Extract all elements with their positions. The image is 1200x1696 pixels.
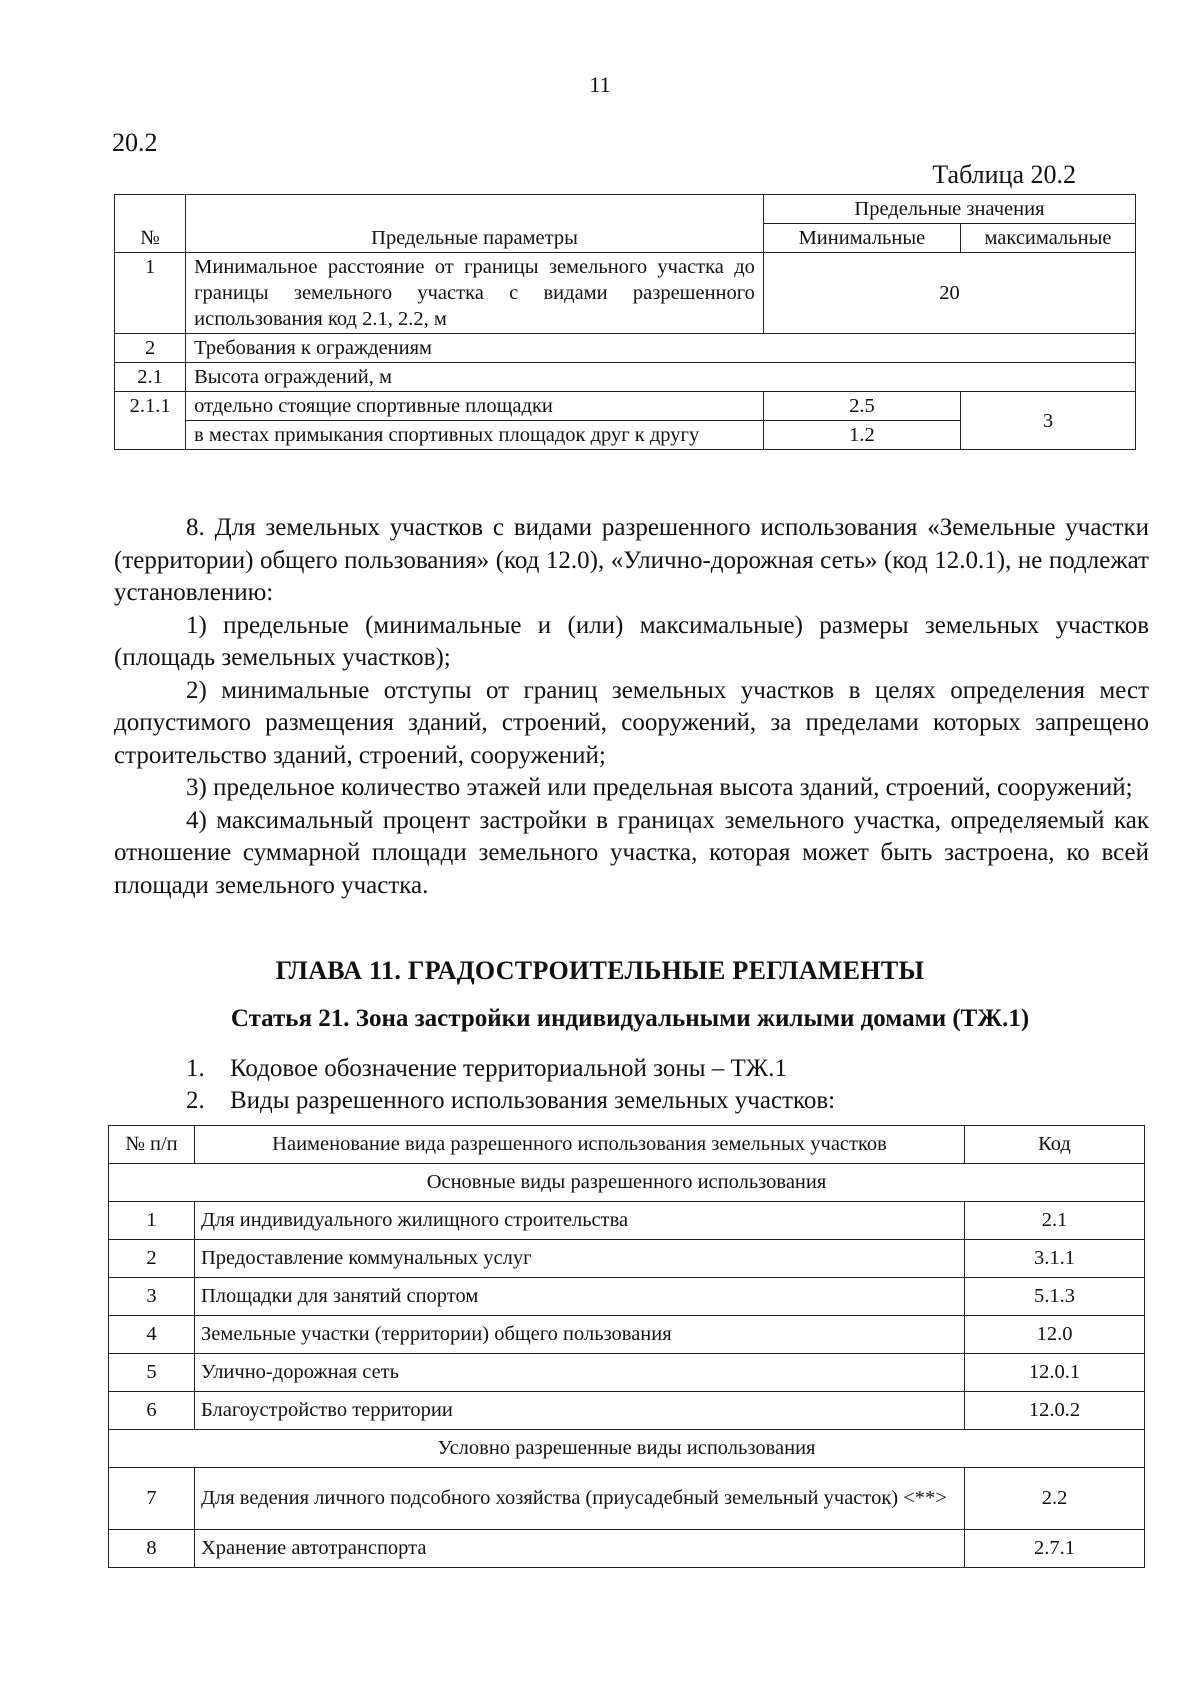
header-num: №	[115, 195, 186, 253]
table-row	[109, 1316, 1145, 1354]
row-max: 3	[960, 392, 1135, 450]
row-num: 2	[115, 334, 186, 363]
section-conditional: Условно разрешенные виды использования	[109, 1430, 1145, 1468]
row-name: Благоустройство территории	[195, 1392, 965, 1430]
row-num: 1	[109, 1202, 195, 1240]
row-num: 3	[109, 1278, 195, 1316]
header-min: Минимальные	[763, 224, 960, 253]
row-code: 12.0.2	[965, 1392, 1145, 1430]
limits-table	[114, 194, 1136, 450]
page-number: 11	[589, 72, 611, 97]
table-row	[109, 1278, 1145, 1316]
article-title: Статья 21. Зона застройки индивидуальными жилыми домами (ТЖ.1)	[230, 1005, 1030, 1032]
header-name: Наименование вида разрешенного использования земельных участков	[195, 1126, 965, 1164]
row-name: Хранение автотранспорта	[195, 1530, 965, 1568]
row-name: Улично-дорожная сеть	[195, 1354, 965, 1392]
row-num: 7	[109, 1468, 195, 1530]
row-min: 2.5	[763, 392, 960, 421]
body-text	[114, 512, 1149, 902]
row-value: 20	[763, 253, 1135, 334]
row-name: Для ведения личного подсобного хозяйства (приусадебный земельный участок) <**>	[195, 1468, 965, 1530]
row-num: 8	[109, 1530, 195, 1568]
header-code: Код	[965, 1126, 1145, 1164]
chapter-title: ГЛАВА 11. ГРАДОСТРОИТЕЛЬНЫЕ РЕГЛАМЕНТЫ	[275, 956, 925, 985]
row-name: Площадки для занятий спортом	[195, 1278, 965, 1316]
row-num: 6	[109, 1392, 195, 1430]
list-item	[186, 1055, 787, 1083]
row-code: 2.7.1	[965, 1530, 1145, 1568]
row-name: Для индивидуального жилищного строительства	[195, 1202, 965, 1240]
section-ref: 20.2	[112, 128, 158, 157]
table-row	[115, 392, 1136, 421]
header-params: Предельные параметры	[186, 195, 764, 253]
row-num: 2.1	[115, 363, 186, 392]
paragraph: 8. Для земельных участков с видами разрешенного использования «Земельные участки (территории) общего пользования» (код 12.0), «Улично-дорожная сеть» (код 12.0.1), не подлежат установлению:	[114, 514, 1149, 606]
row-code: 2.1	[965, 1202, 1145, 1240]
row-num: 2	[109, 1240, 195, 1278]
table-row	[109, 1468, 1145, 1530]
header-limits: Предельные значения	[763, 195, 1135, 224]
row-code: 12.0	[965, 1316, 1145, 1354]
land-use-table	[108, 1125, 1145, 1568]
table-caption: Таблица 20.2	[932, 160, 1076, 189]
row-param: Требования к ограждениям	[186, 334, 1136, 363]
table-row	[115, 334, 1136, 363]
table-row	[115, 363, 1136, 392]
row-name: Земельные участки (территории) общего пользования	[195, 1316, 965, 1354]
list-item-num: 1.	[186, 1055, 205, 1082]
table-row	[115, 253, 1136, 334]
table-row	[109, 1392, 1145, 1430]
header-max: максимальные	[960, 224, 1135, 253]
row-name: Предоставление коммунальных услуг	[195, 1240, 965, 1278]
table-row	[109, 1202, 1145, 1240]
row-num: 4	[109, 1316, 195, 1354]
row-code: 5.1.3	[965, 1278, 1145, 1316]
section-main: Основные виды разрешенного использования	[109, 1164, 1145, 1202]
row-num: 2.1.1	[115, 392, 186, 450]
table-row	[109, 1530, 1145, 1568]
row-code: 3.1.1	[965, 1240, 1145, 1278]
paragraph: 4) максимальный процент застройки в границах земельного участка, определяемый как отношение суммарной площади земельного участка, которая может быть застроена, ко всей площади земельного участка.	[114, 806, 1149, 899]
row-min: 1.2	[763, 421, 960, 450]
table-row	[109, 1240, 1145, 1278]
list-item-text: Кодовое обозначение территориальной зоны – ТЖ.1	[230, 1055, 787, 1082]
paragraph: 1) предельные (минимальные и (или) максимальные) размеры земельных участков (площадь земельных участков);	[114, 611, 1149, 671]
table-row	[109, 1354, 1145, 1392]
header-num: № п/п	[109, 1126, 195, 1164]
paragraph: 3) предельное количество этажей или предельная высота зданий, строений, сооружений;	[186, 774, 1133, 801]
row-num: 1	[115, 253, 186, 334]
row-param: Минимальное расстояние от границы земельного участка до границы земельного участка с видами разрешенного использования код 2.1, 2.2, м	[186, 253, 764, 334]
list-item-text: Виды разрешенного использования земельных участков:	[230, 1087, 836, 1114]
paragraph: 2) минимальные отступы от границ земельных участков в целях определения мест допустимого размещения зданий, строений, сооружений, за пределами которых запрещено строительство зданий, строений, сооружений;	[114, 676, 1149, 769]
row-param: в местах примыкания спортивных площадок друг к другу	[186, 421, 764, 450]
row-code: 12.0.1	[965, 1354, 1145, 1392]
row-num: 5	[109, 1354, 195, 1392]
row-param: отдельно стоящие спортивные площадки	[186, 392, 764, 421]
row-param: Высота ограждений, м	[186, 363, 1136, 392]
list-item-num: 2.	[186, 1087, 205, 1114]
row-code: 2.2	[965, 1468, 1145, 1530]
list-item	[186, 1087, 835, 1115]
